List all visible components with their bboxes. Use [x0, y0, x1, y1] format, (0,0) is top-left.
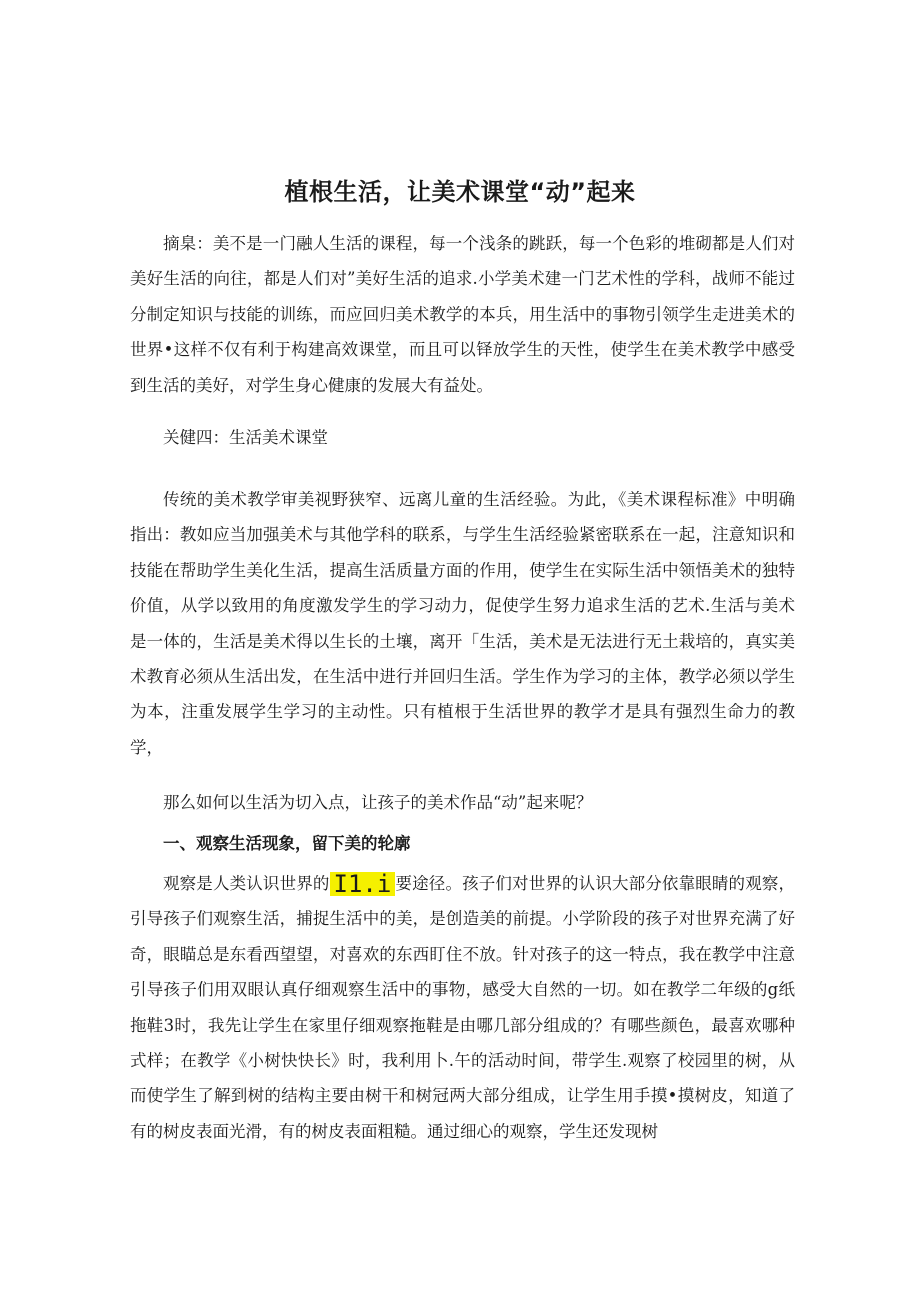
keywords-line: 关健四：生活美术课堂 — [163, 428, 328, 447]
question-paragraph: 那么如何以生活为切入点，让孩子的美术作品“动”起来呢？ — [163, 793, 593, 812]
document-title: 植根生活，让美术课堂“动”起来 — [284, 178, 636, 206]
highlighted-text: I1.i — [330, 872, 396, 896]
body-paragraph-observation — [130, 866, 795, 1149]
abstract-paragraph: 摘臬：美不是一门融人生活的课程，每一个浅条的跳跃，每一个色彩的堆砌都是人们对美好生活的向往，都是人们对”美好生活的追求.小学美术建一门艺术性的学科，战师不能过分制定知识与技能的训练，而应回归美术教学的本兵，用生活中的事物引领学生走进美术的世界•这样不仅有利于构建高效课堂，而且可以铎放学生的天性，使学生在美术教学中感受到生活的美好，对学生身心健康的发展大有益处。 — [130, 234, 795, 395]
body-text-rest: 要途径。孩子们对世界的认识大部分依靠眼睛的观察，引导孩子们观察生活，捕捉生活中的美，是创造美的前提。小学阶段的孩子对世界充满了好奇，眼瞄总是东看西望望，对喜欢的东西盯住不放。针对孩子的这一特点，我在教学中注意引导孩子们用双眼认真仔细观察生活中的事物，感受大自然的一切。如在教学二年级的g纸拖鞋3时，我先让学生在家里仔细观察拖鞋是由哪几部分组成的？有哪些颜色，最喜欢哪种式样；在教学《小树快快长》时，我利用卜.午的活动时间，带学生.观察了校园里的树，从而使学生了解到树的结构主要由树干和树冠两大部分组成，让学生用手摸•摸树皮，知道了有的树皮表面光滑，有的树皮表面粗糙。通过细心的观察，学生还发现树 — [130, 874, 796, 1141]
section-heading: 一、观察生活现象，留下美的轮廓 — [163, 834, 411, 853]
body-paragraph: 传统的美术教学审美视野狭窄、远离儿童的生活经验。为此，《美术课程标准》中明确指出：教如应当加强美术与其他学科的联系，与学生生活经验紧密联系在一起，注意知识和技能在帮助学生美化生活，提高生活质量方面的作用，使学生在实际生活中领悟美术的独特价值，从学以致用的角度激发学生的学习动力，促使学生努力追求生活的艺术.生活与美术是一体的，生活是美术得以生长的土壤，离开「生活，美术是无法进行无土栽培的，真实美术教育必须从生活出发，在生活中进行并回归生活。学生作为学习的主体，教学必须以学生为本，注重发展学生学习的主动性。只有植根于生活世界的教学才是具有强烈生命力的教学， — [130, 490, 795, 757]
body-text-start: 观察是人类认识世界的 — [163, 874, 330, 893]
